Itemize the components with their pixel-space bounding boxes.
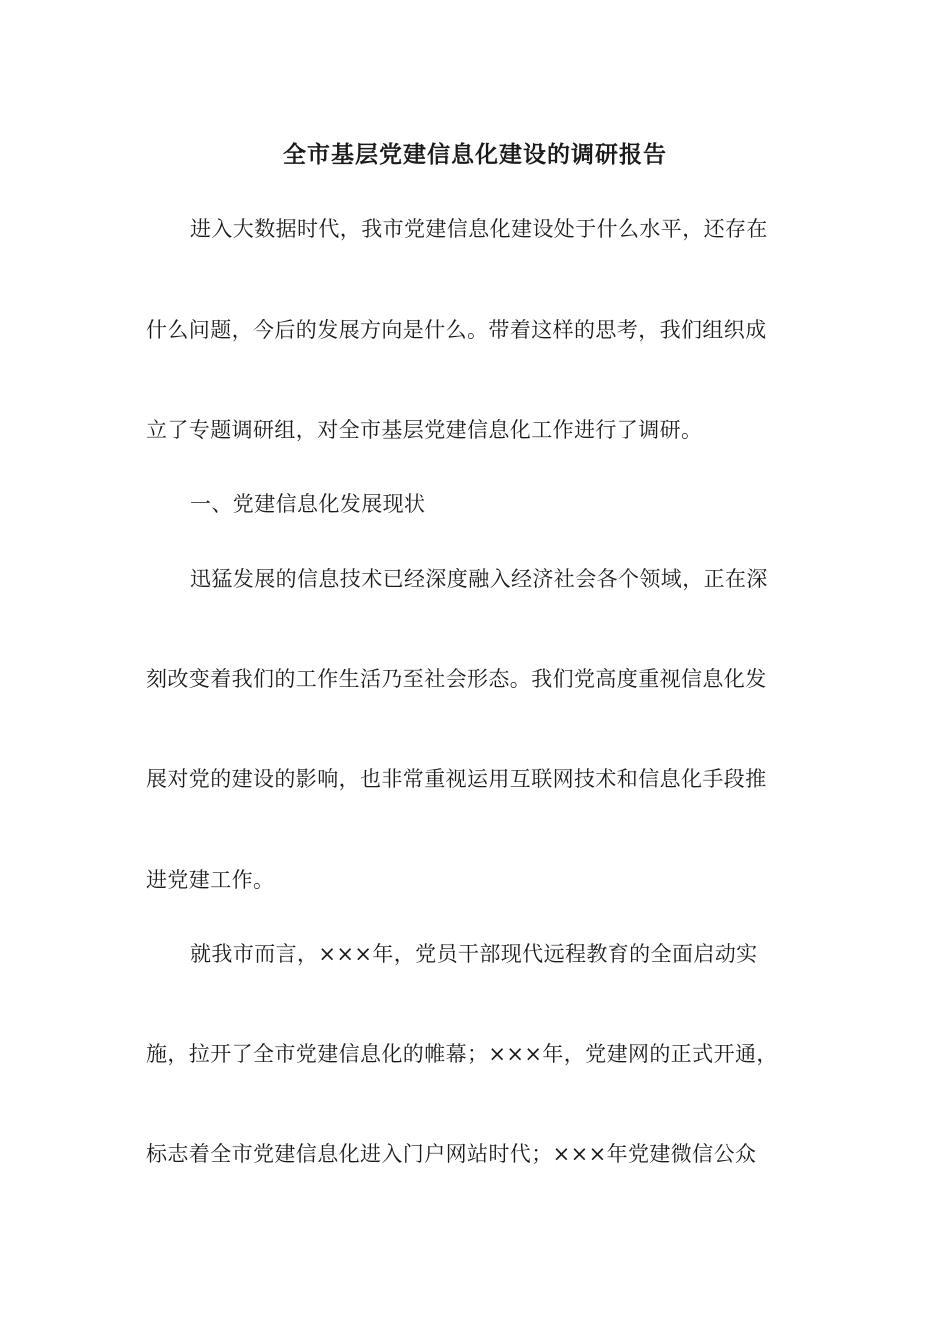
paragraph-line: 标志着全市党建信息化进入门户网站时代；×××年党建微信公众 xyxy=(146,1142,757,1166)
paragraph-line: 迅猛发展的信息技术已经深度融入经济社会各个领域，正在深 xyxy=(190,567,768,591)
document-title: 全市基层党建信息化建设的调研报告 xyxy=(283,141,667,168)
paragraph-line: 进入大数据时代，我市党建信息化建设处于什么水平，还存在 xyxy=(190,217,768,241)
paragraph-line: 什么问题，今后的发展方向是什么。带着这样的思考，我们组织成 xyxy=(146,318,767,342)
section-heading: 一、党建信息化发展现状 xyxy=(190,492,426,516)
paragraph-line: 立了专题调研组，对全市基层党建信息化工作进行了调研。 xyxy=(146,418,703,442)
paragraph-line: 就我市而言，×××年，党员干部现代远程教育的全面启动实 xyxy=(190,942,758,966)
paragraph-line: 进党建工作。 xyxy=(146,868,275,892)
paragraph-line: 刻改变着我们的工作生活乃至社会形态。我们党高度重视信息化发 xyxy=(146,667,767,691)
paragraph-line: 展对党的建设的影响，也非常重视运用互联网技术和信息化手段推 xyxy=(146,767,767,791)
paragraph-line: 施，拉开了全市党建信息化的帷幕；×××年，党建网的正式开通， xyxy=(146,1042,778,1066)
